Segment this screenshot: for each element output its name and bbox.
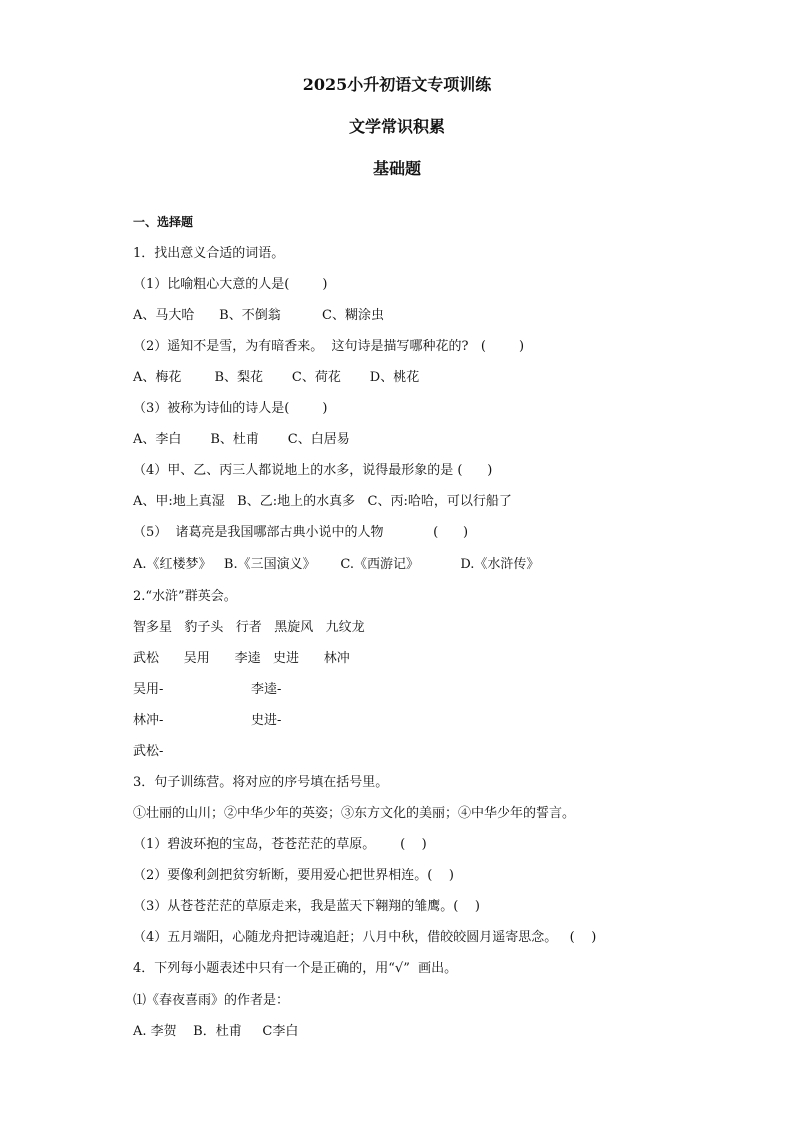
- q1-4-options: A、甲:地上真湿 B、乙:地上的水真多 C、丙:哈哈，可以行船了: [133, 494, 512, 509]
- q2-pair2-left: 林冲-: [133, 713, 164, 728]
- document-level: 基础题: [372, 159, 421, 178]
- q1-5-question: （5） 诸葛亮是我国哪部古典小说中的人物 ( ): [133, 525, 469, 540]
- q2-pair3-left: 武松-: [133, 744, 164, 759]
- q1-1-options: A、马大哈 B、不倒翁 C、糊涂虫: [133, 308, 385, 323]
- q1-5-options: A.《红楼梦》 B.《三国演义》 C.《西游记》 D.《水浒传》: [133, 557, 540, 572]
- section-heading: 一、选择题: [133, 215, 194, 229]
- q4-1-question: ⑴《春夜喜雨》的作者是：: [133, 993, 290, 1008]
- q3-choices: ①壮丽的山川；②中华少年的英姿；③东方文化的美丽；④中华少年的誓言。: [133, 806, 576, 821]
- q4-stem: 4．下列每小题表述中只有一个是正确的，用“√” 画出。: [133, 961, 458, 976]
- q1-2-question: （2）遥知不是雪，为有暗香来。 这句诗是描写哪种花的? ( ): [133, 339, 525, 354]
- q3-stem: 3．句子训练营。将对应的序号填在括号里。: [133, 775, 389, 790]
- q3-sentence-2: （2）要像利剑把贫穷斩断，要用爱心把世界相连。( ): [133, 868, 454, 883]
- q1-2-options: A、梅花 B、梨花 C、荷花 D、桃花: [133, 370, 420, 385]
- q1-3-options: A、李白 B、杜甫 C、白居易: [133, 432, 350, 447]
- q1-1-question: （1）比喻粗心大意的人是( ): [133, 277, 328, 292]
- q2-names: 武松 吴用 李逵 史进 林冲: [133, 651, 350, 666]
- q3-sentence-3: （3）从苍苍茫茫的草原走来，我是蓝天下翱翔的雏鹰。( ): [133, 899, 480, 914]
- q2-pair1-left: 吴用-: [133, 682, 164, 697]
- q2-pair1-right: 李逵-: [251, 682, 282, 697]
- q3-sentence-1: （1）碧波环抱的宝岛，苍苍茫茫的草原。 ( ): [133, 837, 427, 852]
- document-subtitle: 文学常识积累: [348, 117, 445, 136]
- q2-stem: 2.“水浒”群英会。: [133, 589, 237, 604]
- q4-1-options: A. 李贺 B．杜甫 C李白: [133, 1024, 299, 1039]
- document-title: 2025小升初语文专项训练: [302, 75, 492, 94]
- q1-stem: 1．找出意义合适的词语。: [133, 246, 285, 261]
- q2-nicknames: 智多星 豹子头 行者 黑旋风 九纹龙: [133, 620, 365, 635]
- q2-pair2-right: 史进-: [251, 713, 282, 728]
- q1-4-question: （4）甲、乙、丙三人都说地上的水多，说得最形象的是 ( ): [133, 463, 493, 478]
- q3-sentence-4: （4）五月端阳，心随龙舟把诗魂追赶；八月中秋，借皎皎圆月遥寄思念。 ( ): [133, 930, 597, 945]
- q1-3-question: （3）被称为诗仙的诗人是( ): [133, 401, 328, 416]
